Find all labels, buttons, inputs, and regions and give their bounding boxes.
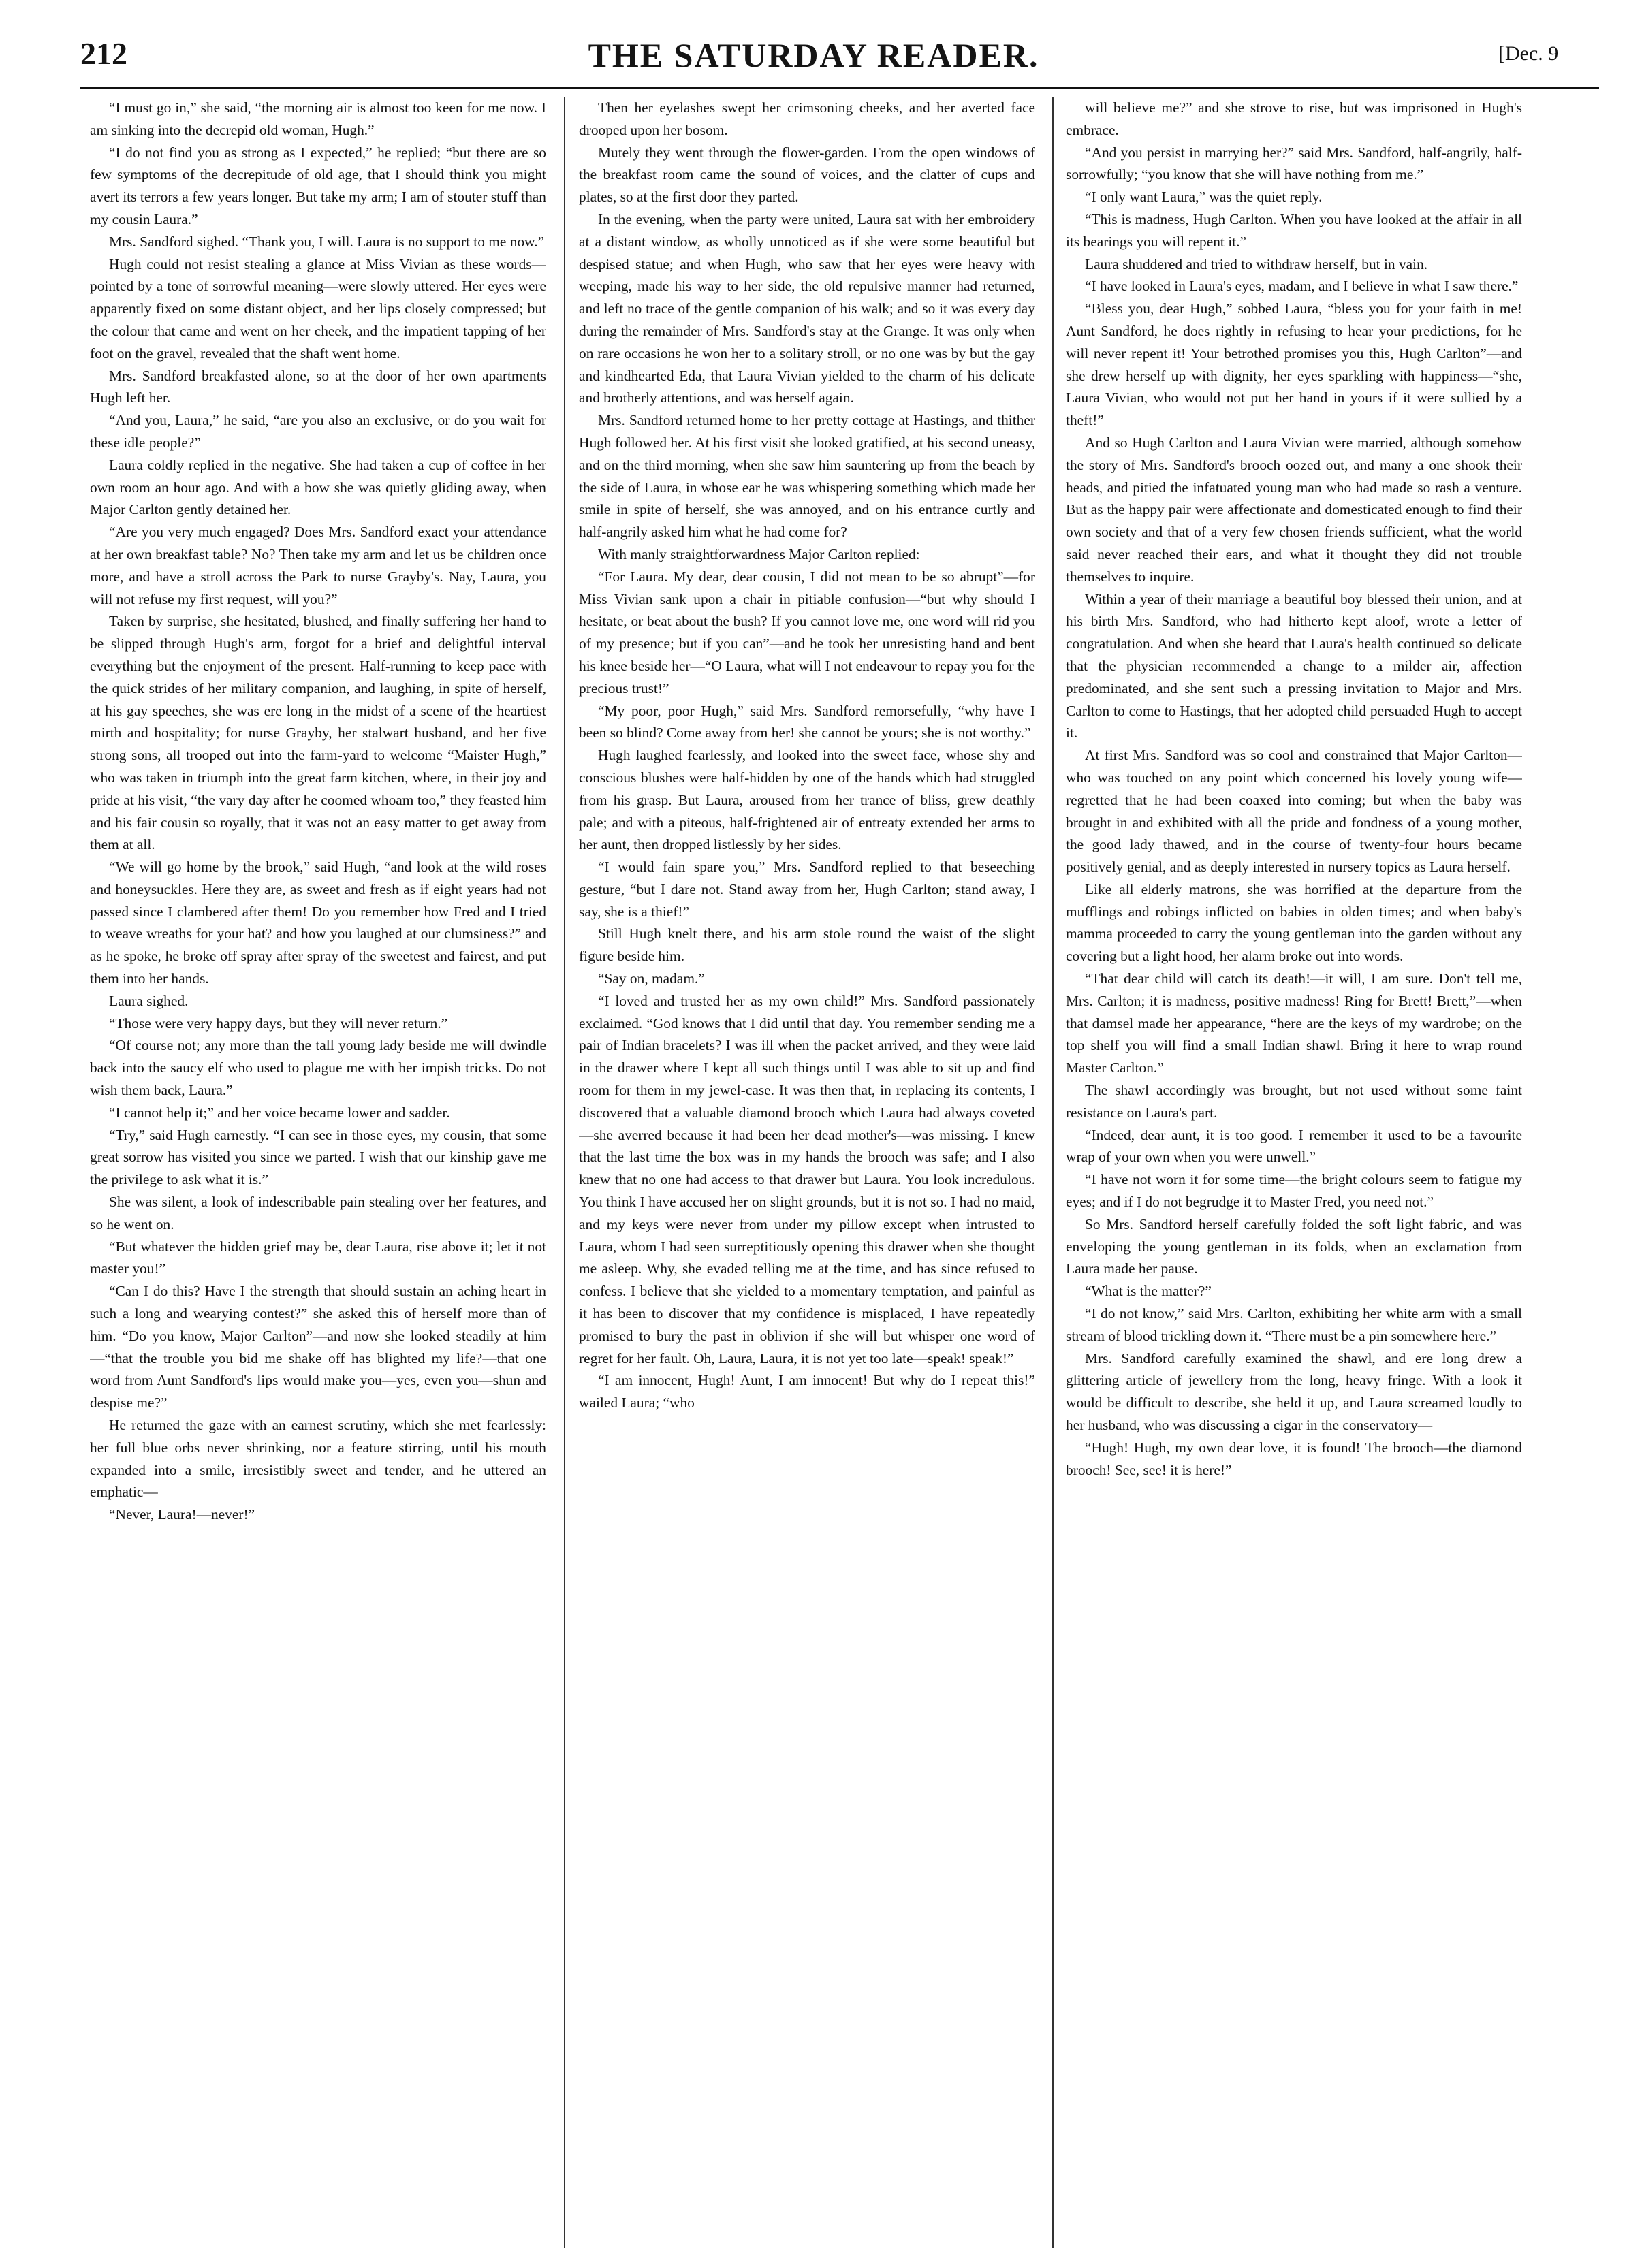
paragraph: Laura coldly replied in the negative. She had taken a cup of coffee in her own room an hour ago. And with a bow she was quietly gliding away, when Major Carlton gently detained her. [90, 456, 546, 518]
paragraph: “Bless you, dear Hugh,” sobbed Laura, “bless you for your faith in me! Aunt Sandford, he does rightly in refusing to hear your predictions, for he will never repent it! Your betrothed promises you this, Hugh Carlton”—and she drew herself up with dignity, her eyes sparkling with happiness—“she, Laura Vivian, who would not put her hand in yours if it were sullied by a theft!” [1066, 300, 1522, 429]
paragraph: “What is the matter?” [1085, 1283, 1212, 1300]
page-number: 212 [80, 36, 127, 71]
paragraph: “For Laura. My dear, dear cousin, I did not mean to be so abrupt”—for Miss Vivian sank upon a chair in pitiable confusion—“but why should I hesitate, or beat about the bush? If you cannot love me, one word will rid you of my presence; but if you can”—and he took her unresisting hand and bent his knee beside her—“O Laura, what will I not endeavour to repay you for the precious trust!” [579, 568, 1035, 697]
paragraph: And so Hugh Carlton and Laura Vivian were married, although somehow the story of Mrs. Sandford's brooch oozed out, and many a one shook their heads, and pitied the infatuated young man who had made so rash a venture. But as the happy pair were affectionate and domesticated enough to find their own society and that of a very few chosen friends sufficient, what the world said never reached their ears, and what it thought they did not trouble themselves to inquire. [1066, 434, 1522, 585]
paragraph: will believe me?” and she strove to rise, but was imprisoned in Hugh's embrace. [1066, 99, 1522, 138]
paragraph: Within a year of their marriage a beautiful boy blessed their union, and at his birth Mrs. Sandford, who had hitherto kept aloof, wrote a letter of congratulation. And when she heard that Laura's health continued so delicate that the physician recommended a change to a milder air, affection predominated, and she sent such a pressing invitation to Major and Mrs. Carlton to come to Hastings, that her adopted child persuaded Hugh to accept it. [1066, 590, 1522, 741]
paragraph: “Are you very much engaged? Does Mrs. Sandford exact your attendance at her own breakfast table? No? Then take my arm and let us be children once more, and have a stroll across the Park to nurse Grayby's. Nay, Laura, you will not refuse my first request, will you?” [90, 524, 546, 607]
paragraph: “I have looked in Laura's eyes, madam, and I believe in what I saw there.” [1085, 278, 1519, 295]
paragraph: Mrs. Sandford carefully examined the shawl, and ere long drew a glittering article of jewellery from the long, heavy fringe. With a look it would be difficult to describe, she held it up, and Laura screamed loudly to her husband, who was discussing a cigar in the conservatory— [1066, 1349, 1522, 1434]
paragraph: “And you persist in marrying her?” said Mrs. Sandford, half-angrily, half-sorrowfully; “you know that she will have nothing from me.” [1066, 144, 1522, 183]
paragraph: So Mrs. Sandford herself carefully folded the soft light fabric, and was enveloping the young gentleman in its folds, when an exclamation from Laura made her pause. [1066, 1215, 1522, 1277]
paragraph: “And you, Laura,” he said, “are you also an exclusive, or do you wait for these idle people?” [90, 412, 546, 451]
paragraph: Like all elderly matrons, she was horrified at the departure from the mufflings and robings inflicted on babies in olden times; and when baby's mamma proceeded to carry the young gentleman into the garden without any covering but a light hood, her alarm broke out into words. [1066, 880, 1522, 965]
paragraph: “I would fain spare you,” Mrs. Sandford replied to that beseeching gesture, “but I dare not. Stand away from her, Hugh Carlton; stand away, I say, she is a thief!” [579, 859, 1035, 920]
column-divider [564, 97, 565, 2248]
paragraph: “Indeed, dear aunt, it is too good. I remember it used to be a favourite wrap of your own when you were unwell.” [1066, 1126, 1522, 1166]
paragraph: “My poor, poor Hugh,” said Mrs. Sandford remorsefully, “why have I been so blind? Come away from her! she cannot be yours; she is not worthy.” [579, 702, 1035, 741]
paragraph: Mutely they went through the flower-garden. From the open windows of the breakfast room came the sound of voices, and the clatter of cups and plates, so at the first door they parted. [579, 144, 1035, 206]
issue-date: [Dec. 9 [1498, 42, 1559, 65]
paragraph: Mrs. Sandford sighed. “Thank you, I will. Laura is no support to me now.” [109, 233, 545, 250]
paragraph: At first Mrs. Sandford was so cool and constrained that Major Carlton—who was touched on any point which concerned his lovely young wife—regretted that he had been coaxed into coming; but when the baby was brought in and exhibited with all the pride and fondness of a young mother, the good lady thawed, and in the course of twenty-four hours became positively genial, and as deeply interested in nursery topics as Laura herself. [1066, 747, 1522, 876]
paragraph: “Say on, madam.” [598, 970, 705, 987]
paragraph: She was silent, a look of indescribable pain stealing over her features, and so he went on. [90, 1194, 546, 1232]
paragraph: “But whatever the hidden grief may be, dear Laura, rise above it; let it not master you!” [90, 1238, 546, 1277]
paragraph: Hugh laughed fearlessly, and looked into the sweet face, whose shy and conscious blushes were half-hidden by one of the hands which had struggled from his grasp. But Laura, aroused from her trance of bliss, grew deathly pale; and with a piteous, half-frightened air of entreaty extended her arms to her aunt, then dropped listlessly by her sides. [579, 747, 1035, 853]
paragraph: He returned the gaze with an earnest scrutiny, which she met fearlessly: her full blue orbs never shrinking, nor a feature stirring, until his mouth expanded into a smile, irresistibly sweet and tender, and he uttered an emphatic— [90, 1417, 546, 1501]
paragraph: “Hugh! Hugh, my own dear love, it is found! The brooch—the diamond brooch! See, see! it is here!” [1066, 1439, 1522, 1478]
paragraph: “Try,” said Hugh earnestly. “I can see in those eyes, my cousin, that some great sorrow has visited you since we parted. I wish that our kinship gave me the privilege to ask what it is.” [90, 1126, 546, 1188]
paragraph: “I do not know,” said Mrs. Carlton, exhibiting her white arm with a small stream of blood trickling down it. “There must be a pin somewhere here.” [1066, 1305, 1522, 1344]
paragraph: “I am innocent, Hugh! Aunt, I am innocent! But why do I repeat this!” wailed Laura; “who [579, 1372, 1035, 1411]
paragraph: The shawl accordingly was brought, but not used without some faint resistance on Laura's part. [1066, 1082, 1522, 1121]
paragraph: “I only want Laura,” was the quiet reply. [1085, 189, 1323, 206]
text-column-2 [579, 97, 1035, 2245]
paragraph: Laura sighed. [109, 992, 189, 1009]
paragraph: With manly straightforwardness Major Carlton replied: [598, 545, 920, 562]
masthead-title: THE SATURDAY READER. [588, 36, 1039, 74]
paragraph: “Can I do this? Have I the strength that should sustain an aching heart in such a long and wearying contest?” she asked this of herself more than of him. “Do you know, Major Carlton”—and now she looked steadily at him—“that the trouble you bid me shake off has blighted my life?—that one word from Aunt Sandford's lips would make you—yes, even you—shun and despise me?” [90, 1283, 546, 1411]
paragraph: “Those were very happy days, but they will never return.” [109, 1015, 448, 1032]
text-column-3 [1066, 97, 1522, 2245]
paragraph: “I must go in,” she said, “the morning air is almost too keen for me now. I am sinking into the decrepid old woman, Hugh.” [90, 99, 546, 138]
text-column-1 [90, 97, 546, 2245]
paragraph: “We will go home by the brook,” said Hugh, “and look at the wild roses and honeysuckles. Here they are, as sweet and fresh as if eight years had not passed since I clambered after them! Do you remember how Fred and I tried to weave wreaths for your hat? and how you laughed at our clumsiness?” and as he spoke, he broke off spray after spray of the sweetest and fairest, and put them into her hands. [90, 859, 546, 987]
paragraph: Then her eyelashes swept her crimsoning cheeks, and her averted face drooped upon her bosom. [579, 99, 1035, 138]
paragraph: “Of course not; any more than the tall young lady beside me will dwindle back into the saucy elf who used to plague me with her impish tricks. Do not wish them back, Laura.” [90, 1037, 546, 1099]
paragraph: “I do not find you as strong as I expected,” he replied; “but there are so few symptoms of the decrepitude of old age, that I should think you might avert its terrors a few years longer. But take my arm; I am of stouter stuff than my cousin Laura.” [90, 144, 546, 227]
paragraph: “This is madness, Hugh Carlton. When you have looked at the affair in all its bearings you will repent it.” [1066, 210, 1522, 250]
paragraph: “I cannot help it;” and her voice became lower and sadder. [109, 1104, 450, 1121]
paragraph: Still Hugh knelt there, and his arm stole round the waist of the slight figure beside him. [579, 925, 1035, 965]
header-rule [80, 87, 1599, 89]
paragraph: Mrs. Sandford returned home to her pretty cottage at Hastings, and thither Hugh followed her. At his first visit she looked gratified, at his second uneasy, and on the third morning, when she saw him sauntering up from the beach by the side of Laura, in whose ear he was whispering something which made her smile in spite of herself, she was annoyed, and on his entrance curtly and half-angrily asked him what he had come for? [579, 412, 1035, 541]
paragraph: Mrs. Sandford breakfasted alone, so at the door of her own apartments Hugh left her. [90, 367, 546, 406]
paragraph: Hugh could not resist stealing a glance at Miss Vivian as these words—pointed by a tone of sorrowful meaning—were slowly uttered. Her eyes were apparently fixed on some distant object, and her lips closely compressed; but the colour that came and went on her cheek, and the impatient tapping of her foot on the gravel, revealed that the shaft went home. [90, 255, 546, 362]
paragraph: In the evening, when the party were united, Laura sat with her embroidery at a distant window, as wholly unnoticed as if she were some beautiful but despised statue; and when Hugh, who saw that her eyes were heavy with weeping, made his way to her side, the old repulsive manner had returned, and left no trace of the gentle companion of his walk; and so it was every day during the remainder of Mrs. Sandford's stay at the Grange. It was only when on rare occasions he won her to a solitary stroll, or no one was by but the gay and kindhearted Eda, that Laura Vivian yielded to the charm of his delicate and brotherly attentions, and was herself again. [579, 210, 1035, 406]
paragraph: “I have not worn it for some time—the bright colours seem to fatigue my eyes; and if I do not begrudge it to Master Fred, you need not.” [1066, 1171, 1522, 1211]
paragraph: “I loved and trusted her as my own child!” Mrs. Sandford passionately exclaimed. “God knows that I did until that day. You remember sending me a pair of Indian bracelets? I was ill when the packet arrived, and they were laid in the drawer where I kept all such things until I was able to sit up and find room for them in my jewel-case. It was then that, in replacing its contents, I discovered that a valuable diamond brooch which Laura had always coveted—she averred because it had been her dead mother's—was missing. I knew that the last time the box was in my hands the brooch was safe; and I also knew that no one had access to that drawer but Laura. You look incredulous. You think I have accused her on slight grounds, but it is not so. I had no maid, and my keys were never from under my pillow except when intrusted to Laura, whom I had seen surreptitiously opening this drawer when she thought me asleep. Why, she evaded telling me at the time, and has since refused to confess. I believe that she yielded to a momentary temptation, and painful as it has been to discover that my confidence is misplaced, I have repeatedly promised to bury the past in oblivion if she will but whisper one word of regret for her fault. Oh, Laura, Laura, it is not yet too late—speak! speak!” [579, 992, 1035, 1367]
paragraph: Laura shuddered and tried to withdraw herself, but in vain. [1085, 255, 1428, 272]
column-divider [1052, 97, 1054, 2248]
paragraph: “Never, Laura!—never!” [109, 1506, 255, 1523]
paragraph: Taken by surprise, she hesitated, blushed, and finally suffering her hand to be slipped through Hugh's arm, forgot for a brief and delightful interval everything but the enjoyment of the present. Half-running to keep pace with the quick strides of her military companion, and laughing, in spite of herself, at his gay speeches, she was ere long in the midst of a scene of the heartiest mirth and hospitality; for nurse Grayby, her stalwart husband, and her five strong sons, all trooped out into the farm-yard to welcome “Maister Hugh,” who was taken in triumph into the great farm kitchen, where, in their joy and pride at his visit, “the vary day after he coomed whoam too,” they feasted him and his fair cousin so royally, that it was not an easy matter to get away from them at all. [90, 613, 546, 853]
paragraph: “That dear child will catch its death!—it will, I am sure. Don't tell me, Mrs. Carlton; it is madness, positive madness! Ring for Brett! Brett,”—when that damsel made her appearance, “here are the keys of my wardrobe; on the top shelf you will find a small Indian shawl. Bring it here to wrap round Master Carlton.” [1066, 970, 1522, 1076]
